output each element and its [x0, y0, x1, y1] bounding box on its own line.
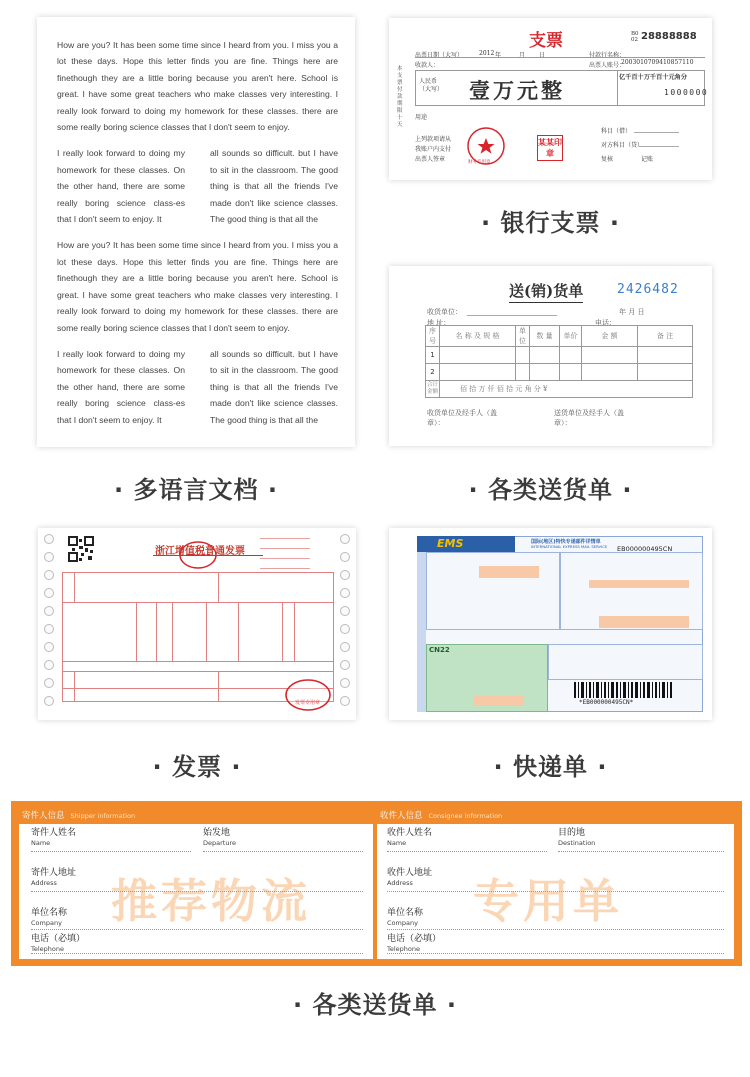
feed-hole — [340, 678, 350, 688]
shipper-phone-field — [31, 934, 85, 953]
header-line — [260, 558, 310, 559]
ems-waybill-sample — [389, 528, 712, 720]
table-cell — [638, 347, 693, 364]
feed-hole — [44, 696, 54, 706]
shipper-header-cn: 寄件人信息 — [22, 811, 65, 821]
consignee-header — [377, 809, 734, 824]
delivery-sender-sign: 送货单位及经手人（盖章）： — [554, 409, 624, 427]
ems-form-code: CN22 — [429, 646, 450, 654]
ems-sender-block — [426, 552, 560, 630]
feed-hole — [44, 624, 54, 634]
cheque-subject-line — [634, 132, 679, 133]
invoice-seal-label: 发票专用章 — [295, 700, 321, 706]
watermark-left: 推荐物流 — [111, 874, 311, 928]
table-row — [426, 364, 693, 381]
field-label-en: Departure — [203, 839, 236, 847]
cheque-account-label: 出票人账号： — [589, 62, 626, 69]
shipper-address-field — [31, 868, 76, 887]
field-label: 单位名称 — [31, 908, 68, 918]
delivery-phone-label: 电话： — [595, 319, 616, 327]
table-header-cell: 单价 — [560, 326, 582, 347]
watermark-right: 专用单 — [473, 874, 623, 928]
field-label: 寄件人姓名 — [31, 828, 77, 838]
shipper-header — [19, 809, 373, 824]
grid-row-line — [62, 661, 334, 662]
cheque-note-2: 我账户内支付 — [415, 146, 452, 153]
caption-label: · 各类送货单 · — [293, 991, 457, 1019]
field-label-en: Company — [31, 919, 62, 927]
delivery-title: 送(销)货单 — [509, 280, 583, 303]
delivery-items-table — [425, 325, 693, 398]
cheque-currency-label: 人民币（大写） — [419, 78, 444, 93]
delivery-receiver-label: 收货单位： — [427, 308, 462, 316]
departure-field — [203, 828, 236, 847]
feed-hole — [340, 660, 350, 670]
field-label-en: Telephone — [31, 945, 65, 953]
cheque-subject-label: 科目（借） — [601, 128, 632, 135]
caption-cheque: · 银行支票 · — [481, 209, 620, 237]
grid-col-line — [172, 602, 173, 661]
cheque-amount-words: 壹万元整 — [469, 78, 565, 103]
feed-hole — [340, 534, 350, 544]
cheque-date-month-unit: 月 — [519, 52, 526, 59]
grid-col-line — [282, 602, 283, 661]
company-input-line[interactable] — [387, 929, 724, 930]
table-header-cell: 名 称 及 规 格 — [440, 326, 516, 347]
row-number: 2 — [426, 364, 440, 381]
cheque-bookkeeper-label: 记账 — [641, 156, 654, 163]
cheque-counter-label: 对方科目（贷） — [601, 142, 644, 149]
field-label-en: Address — [31, 879, 57, 887]
feed-hole — [44, 678, 54, 688]
caption-delivery: · 各类送货单 · — [468, 476, 633, 504]
table-cell — [530, 364, 560, 381]
feed-hole — [340, 606, 350, 616]
cheque-date-day-unit: 日 — [539, 52, 546, 59]
destination-input-line[interactable] — [558, 851, 724, 852]
table-header-cell: 金 额 — [582, 326, 638, 347]
company-input-line[interactable] — [31, 929, 363, 930]
doc-two-columns-1 — [57, 145, 338, 227]
address-input-line[interactable] — [31, 891, 363, 892]
cheque-purpose-label: 用途 — [415, 114, 428, 121]
grid-col-line — [218, 572, 219, 602]
field-label: 电话（必填） — [387, 934, 442, 944]
field-label-en: Name — [387, 839, 407, 847]
consignee-section — [377, 809, 734, 959]
doc-paragraph-1: How are you? It has been some time since I heard from you. I miss you a lot these days. Hope this letter finds you are fine. Things here are finethough they are a little boring because you aren't here. School is great. I have some great teachers who make classes very interesting. I really look forward to doing my homework for these classes. there are some really boring science classes that I don't seem to enjoy. — [57, 40, 338, 133]
feed-hole — [44, 642, 54, 652]
table-total-row — [426, 381, 693, 398]
table-cell — [530, 347, 560, 364]
grid-col-line — [74, 671, 75, 702]
cheque-note-3: 出票人签章 — [415, 156, 446, 163]
ems-field-f — [589, 580, 689, 588]
personal-seal: 某某印章 — [537, 135, 563, 161]
feed-hole — [44, 552, 54, 562]
field-label-en: Address — [387, 879, 413, 887]
cheque-date-label: 出票日期（大写） — [415, 52, 464, 59]
shipper-name-field — [31, 828, 76, 847]
delivery-receiver-sign: 收货单位及经手人（盖章）： — [427, 409, 497, 427]
cheque-digits-header: 亿千百十万千百十元角分 — [619, 74, 688, 81]
cheque-serial-prefix: B0 02 — [631, 31, 639, 43]
qr-code-icon — [68, 536, 94, 562]
bank-cheque-sample — [389, 18, 712, 180]
grid-row-line — [62, 671, 334, 672]
shipper-header-en: Shipper information — [70, 812, 136, 820]
cheque-payee-label: 收款人： — [415, 62, 440, 69]
table-row — [426, 347, 693, 364]
caption-invoice: · 发票 · — [152, 753, 242, 781]
consignee-address-field — [387, 868, 432, 887]
consignee-phone-field — [387, 934, 441, 953]
ems-subtitle: INTERNATIONAL EXPRESS MAIL SERVICE — [531, 544, 608, 549]
consignee-header-cn: 收件人信息 — [380, 811, 423, 821]
delivery-date: 年 月 日 — [619, 308, 645, 316]
ems-field-b — [479, 566, 539, 578]
cheque-date-year: 2012 — [479, 50, 495, 57]
field-label: 始发地 — [203, 828, 231, 838]
table-cell — [516, 347, 530, 364]
ems-field-e — [474, 696, 524, 706]
feed-hole — [44, 606, 54, 616]
departure-input-line[interactable] — [203, 851, 363, 852]
consignee-name-field — [387, 828, 432, 847]
table-cell — [560, 347, 582, 364]
doc-column-left: I really look forward to doing my homework for these classes. On the other hand, there are some really boring science class-es that I don't seem to enjoy. It — [57, 348, 185, 425]
feed-hole — [340, 570, 350, 580]
field-label-en: Company — [387, 919, 418, 927]
cheque-title: 支票 — [529, 31, 563, 51]
table-cell — [440, 364, 516, 381]
doc-column-left: I really look forward to doing my homework for these classes. On the other hand, there are some really boring science class-es that I don't seem to enjoy. It — [57, 148, 185, 225]
destination-field — [558, 828, 595, 847]
feed-hole — [340, 624, 350, 634]
ems-logo: EMS — [437, 537, 464, 550]
multilingual-document-sample — [37, 17, 355, 447]
doc-column-right: all sounds so difficult. but I have to sit in the classroom. The good thing is that all the friends I've made don't like science classes. The good thing is that all the — [210, 348, 338, 425]
feed-hole — [340, 588, 350, 598]
shipper-section — [19, 809, 373, 959]
table-header-cell: 序号 — [426, 326, 440, 347]
caption-document: · 多语言文档 · — [114, 476, 278, 504]
total-label: 合计金额 — [426, 381, 440, 398]
row-number: 1 — [426, 347, 440, 364]
feed-hole — [44, 660, 54, 670]
cheque-serial: 28888888 — [641, 31, 697, 42]
barcode-text: *EB000000495CN* — [579, 699, 634, 706]
feed-hole — [340, 696, 350, 706]
field-label: 收件人姓名 — [387, 828, 433, 838]
grid-col-line — [136, 602, 137, 661]
table-header-cell: 备 注 — [638, 326, 693, 347]
delivery-receiver-line — [467, 315, 557, 316]
doc-column-right: all sounds so difficult. but I have to sit in the classroom. The good thing is that all the friends I've made don't like science classes. The good thing is that all the — [210, 148, 338, 225]
table-cell — [516, 364, 530, 381]
grid-col-line — [74, 572, 75, 602]
grid-col-line — [156, 602, 157, 661]
ems-field-c — [599, 616, 689, 628]
cheque-account-number: 2003010709410857110 — [621, 59, 694, 66]
address-input-line[interactable] — [387, 891, 724, 892]
cheque-date-year-unit: 年 — [495, 52, 502, 59]
invoice-seal-bottom-icon — [284, 678, 332, 712]
phone-input-line[interactable] — [387, 953, 724, 954]
field-label-en: Telephone — [387, 945, 421, 953]
ems-logo-bar — [417, 536, 515, 552]
cheque-rule — [415, 57, 705, 58]
name-input-line[interactable] — [31, 851, 191, 852]
table-cell — [582, 347, 638, 364]
field-label: 收件人地址 — [387, 868, 433, 878]
finance-stamp-label: 财务专用章 — [468, 160, 491, 165]
delivery-note-sample — [389, 266, 712, 446]
field-label-en: Name — [31, 839, 51, 847]
field-label: 寄件人地址 — [31, 868, 77, 878]
table-cell — [638, 364, 693, 381]
header-line — [260, 548, 310, 549]
cheque-side-text: 本支票付款期限十天 — [397, 66, 403, 128]
consignee-company-field — [387, 908, 423, 927]
delivery-address-label: 地 址： — [427, 319, 451, 327]
field-label: 目的地 — [558, 828, 586, 838]
grid-col-line — [238, 602, 239, 661]
table-header-row — [426, 326, 693, 347]
table-cell — [440, 347, 516, 364]
feed-hole — [44, 588, 54, 598]
grid-col-line — [218, 671, 219, 702]
caption-ems: · 快递单 · — [493, 753, 608, 781]
grid-col-line — [294, 602, 295, 661]
delivery-number: 2426482 — [617, 282, 679, 297]
phone-input-line[interactable] — [31, 953, 363, 954]
doc-paragraph-2: How are you? It has been some time since I heard from you. I miss you a lot these days. Hope this letter finds you are fine. Things here are finethough they are a little boring because you aren't here. School is great. I have some great teachers who make classes very interesting. I really look forward to doing my homework for these classes. there are some really boring science classes that I don't seem to enjoy. — [57, 240, 338, 333]
field-label: 电话（必填） — [31, 934, 86, 944]
doc-two-columns-2 — [57, 346, 338, 428]
barcode-icon — [574, 682, 674, 698]
invoice-seal-top-icon — [178, 540, 218, 570]
table-cell — [582, 364, 638, 381]
grid-col-line — [206, 602, 207, 661]
feed-hole — [340, 552, 350, 562]
cheque-counter-line — [639, 146, 679, 147]
cheque-reviewer-label: 复核 — [601, 156, 614, 163]
consignee-header-en: Consignee information — [428, 812, 503, 820]
ems-declaration-block — [548, 644, 703, 680]
invoice-title: 浙江增值税普通发票 — [155, 546, 245, 557]
ems-side-strip — [417, 552, 426, 712]
cheque-note-1: 上列款项请从 — [415, 136, 452, 143]
name-input-line[interactable] — [387, 851, 547, 852]
invoice-sample — [38, 528, 356, 720]
feed-hole — [44, 534, 54, 544]
ems-tracking: EB000000495CN — [617, 545, 673, 553]
table-header-cell: 单位 — [516, 326, 530, 347]
total-units: 佰 拾 万 仟 佰 拾 元 角 分 ¥ — [440, 381, 693, 398]
field-label: 单位名称 — [387, 908, 424, 918]
shipper-company-field — [31, 908, 67, 927]
feed-hole — [340, 642, 350, 652]
cheque-amount-digits: 1000000 — [664, 88, 709, 97]
header-line — [260, 568, 310, 569]
feed-hole — [44, 570, 54, 580]
cheque-bank-label: 付款行名称： — [589, 52, 626, 59]
header-line — [260, 538, 310, 539]
table-cell — [560, 364, 582, 381]
ems-title: 国际(地区)特快专递邮件详情单 — [531, 539, 601, 545]
field-label-en: Destination — [558, 839, 596, 847]
shipping-label-sample — [11, 801, 742, 966]
table-header-cell: 数 量 — [530, 326, 560, 347]
